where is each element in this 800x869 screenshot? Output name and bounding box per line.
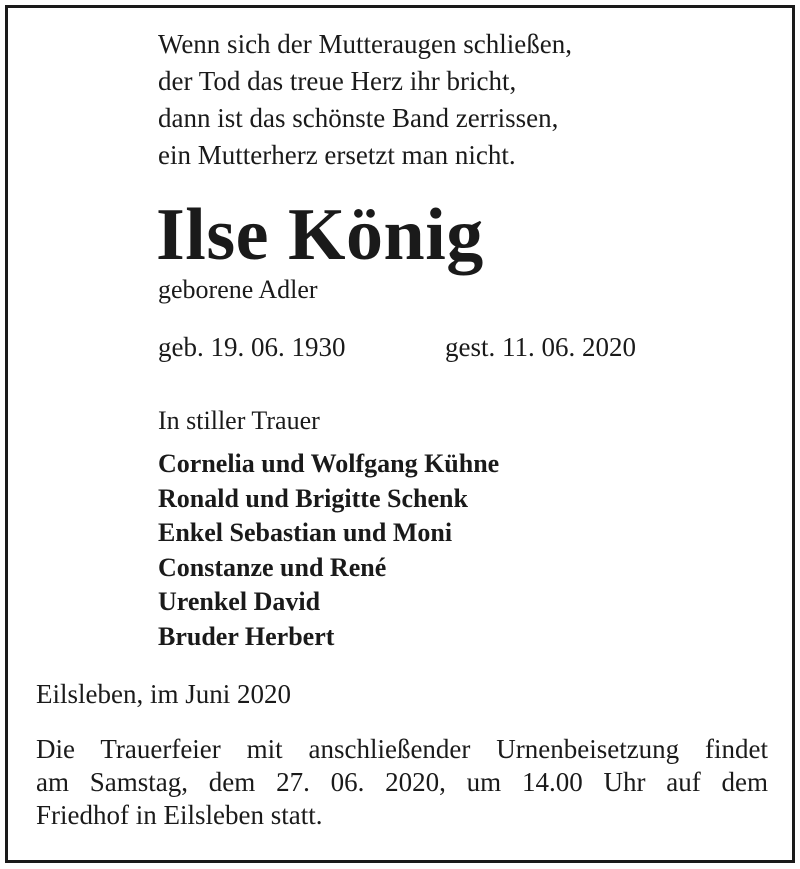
funeral-notice	[36, 733, 768, 832]
maiden-name: geborene Adler	[158, 275, 318, 304]
mourner: Ronald und Brigitte Schenk	[158, 483, 468, 513]
mourner: Constanze und René	[158, 552, 387, 582]
mourner: Enkel Sebastian und Moni	[158, 518, 453, 548]
poem-line: dann ist das schönste Band zerrissen,	[158, 103, 559, 133]
poem-line: der Tod das treue Herz ihr bricht,	[158, 66, 517, 96]
mourner: Cornelia und Wolfgang Kühne	[158, 449, 500, 478]
mourner: Bruder Herbert	[158, 621, 335, 651]
life-dates	[158, 330, 636, 364]
place-and-date: Eilsleben, im Juni 2020	[36, 679, 291, 709]
poem-line: ein Mutterherz ersetzt man nicht.	[158, 140, 516, 170]
notice-line: Die Trauerfeier mit anschließender Urnenbeisetzung findet	[36, 734, 768, 764]
memorial-poem	[158, 26, 572, 174]
mourner: Urenkel David	[158, 587, 321, 617]
birth-date: geb. 19. 06. 1930	[158, 332, 346, 362]
notice-line: Friedhof in Eilsleben statt.	[36, 800, 323, 830]
deceased-name: Ilse König	[156, 194, 484, 276]
death-date: gest. 11. 06. 2020	[445, 332, 636, 362]
poem-line: Wenn sich der Mutteraugen schließen,	[158, 29, 572, 59]
notice-line: am Samstag, dem 27. 06. 2020, um 14.00 Uhr auf dem	[36, 767, 768, 797]
mourners-list	[158, 447, 499, 655]
mourning-intro: In stiller Trauer	[158, 406, 320, 435]
